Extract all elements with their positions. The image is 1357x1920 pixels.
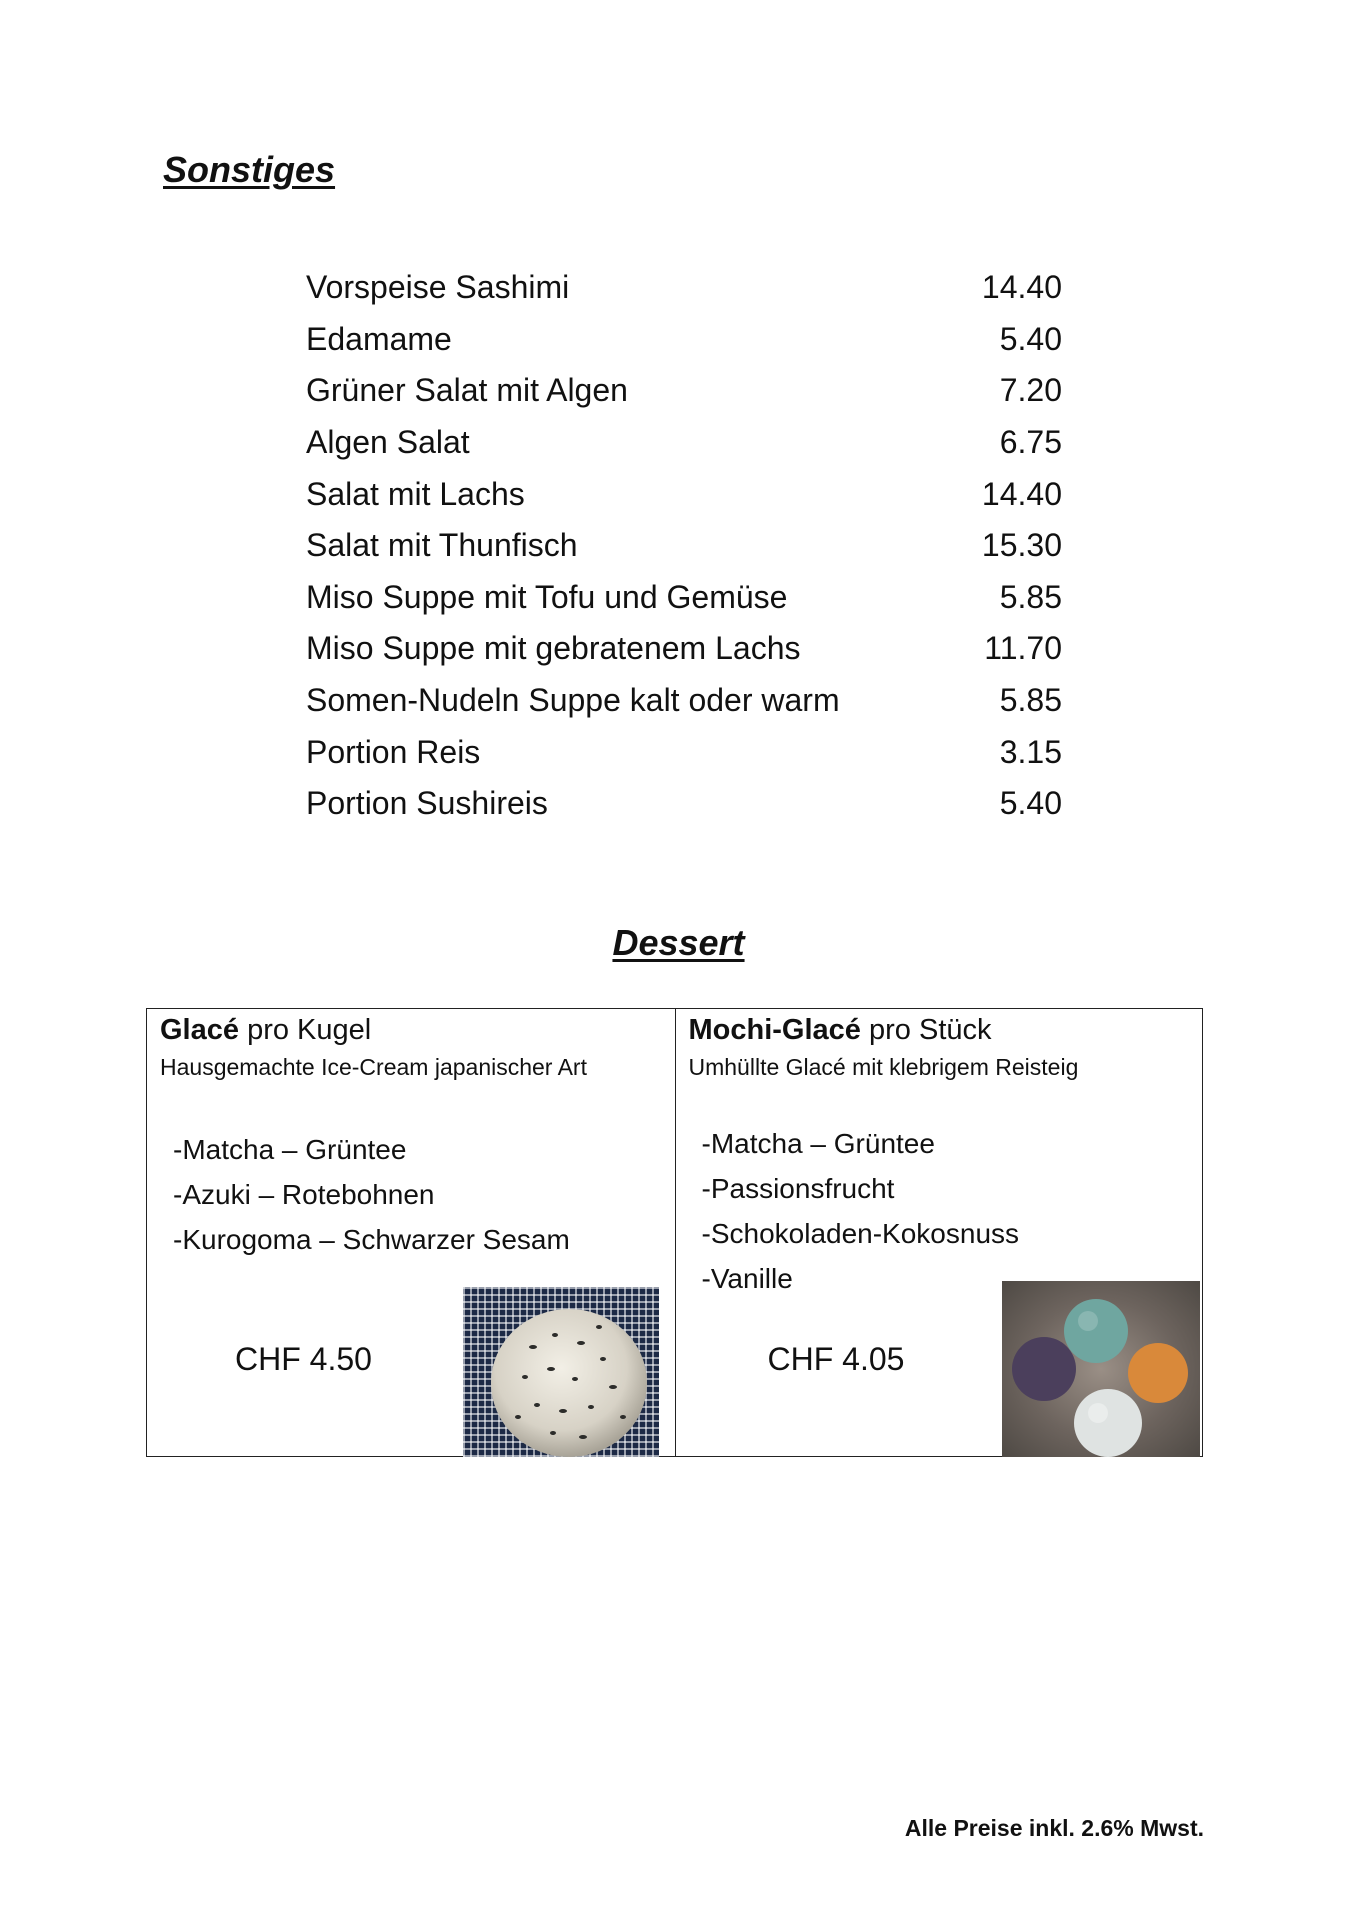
menu-item-price: 5.40 [999,785,1062,822]
section-title-sonstiges: Sonstiges [163,149,336,190]
dessert-subtitle: Hausgemachte Ice-Cream japanischer Art [160,1054,587,1080]
footer-vat-note: Alle Preise inkl. 2.6% Mwst. [904,1815,1204,1841]
dessert-price: CHF 4.05 [767,1341,905,1377]
flavor-item: -Matcha – Grüntee [701,1128,935,1159]
dessert-heading [160,1014,371,1047]
menu-row [306,468,1062,520]
flavor-item: -Vanille [701,1263,793,1294]
menu-item-price: 5.85 [999,682,1062,719]
menu-row [306,572,1062,624]
glace-scoop-photo [463,1287,659,1457]
flavor-item: -Schokoladen-Kokosnuss [701,1218,1020,1249]
menu-row [306,520,1062,572]
dessert-price: CHF 4.50 [235,1341,372,1377]
flavor-item: -Kurogoma – Schwarzer Sesam [173,1224,570,1255]
menu-item-name: Miso Suppe mit gebratenem Lachs [306,630,801,667]
menu-item-price: 14.40 [981,475,1062,512]
flavor-item: -Matcha – Grüntee [173,1134,407,1165]
mochi-balls-image [1002,1281,1200,1457]
menu-item-price: 6.75 [999,424,1062,461]
flavor-item: -Passionsfrucht [701,1173,895,1204]
menu-row [306,417,1062,469]
menu-item-price: 14.40 [981,269,1062,306]
menu-item-name: Portion Reis [306,733,481,770]
dessert-unit: pro Kugel [247,1014,372,1046]
menu-row [306,675,1062,727]
menu-row [306,262,1062,314]
menu-item-price: 15.30 [981,527,1062,564]
menu-item-name: Salat mit Lachs [306,475,525,512]
flavor-list [702,1121,1020,1301]
menu-row [306,726,1062,778]
menu-item-name: Algen Salat [306,424,470,461]
flavor-list [173,1127,570,1262]
section-title-dessert: Dessert [612,922,745,963]
menu-row [306,623,1062,675]
dessert-cell-glace [147,1009,675,1456]
menu-item-name: Edamame [306,320,452,357]
dessert-heading [689,1014,992,1047]
dessert-table [146,1008,1203,1457]
dessert-cell-mochi [675,1009,1203,1456]
dessert-subtitle: Umhüllte Glacé mit klebrigem Reisteig [688,1054,1079,1080]
menu-item-name: Salat mit Thunfisch [306,527,578,564]
menu-item-price: 3.15 [999,733,1062,770]
dessert-name: Mochi-Glacé [688,1014,861,1046]
dessert-name: Glacé [160,1014,239,1046]
menu-item-name: Vorspeise Sashimi [306,269,570,306]
menu-item-price: 7.20 [999,372,1062,409]
mochi-photo [1002,1281,1200,1457]
menu-item-name: Portion Sushireis [306,785,548,822]
ice-cream-scoop-image [463,1287,659,1457]
sonstiges-menu-list [306,262,1062,830]
dessert-unit: pro Stück [869,1014,992,1046]
menu-item-price: 5.85 [999,578,1062,615]
menu-item-name: Somen-Nudeln Suppe kalt oder warm [306,682,840,719]
flavor-item: -Azuki – Rotebohnen [173,1179,435,1210]
menu-row [306,365,1062,417]
menu-item-name: Miso Suppe mit Tofu und Gemüse [306,578,788,615]
menu-item-price: 5.40 [999,320,1062,357]
menu-item-price: 11.70 [984,630,1062,667]
menu-row [306,314,1062,366]
menu-row [306,778,1062,830]
menu-item-name: Grüner Salat mit Algen [306,372,628,409]
